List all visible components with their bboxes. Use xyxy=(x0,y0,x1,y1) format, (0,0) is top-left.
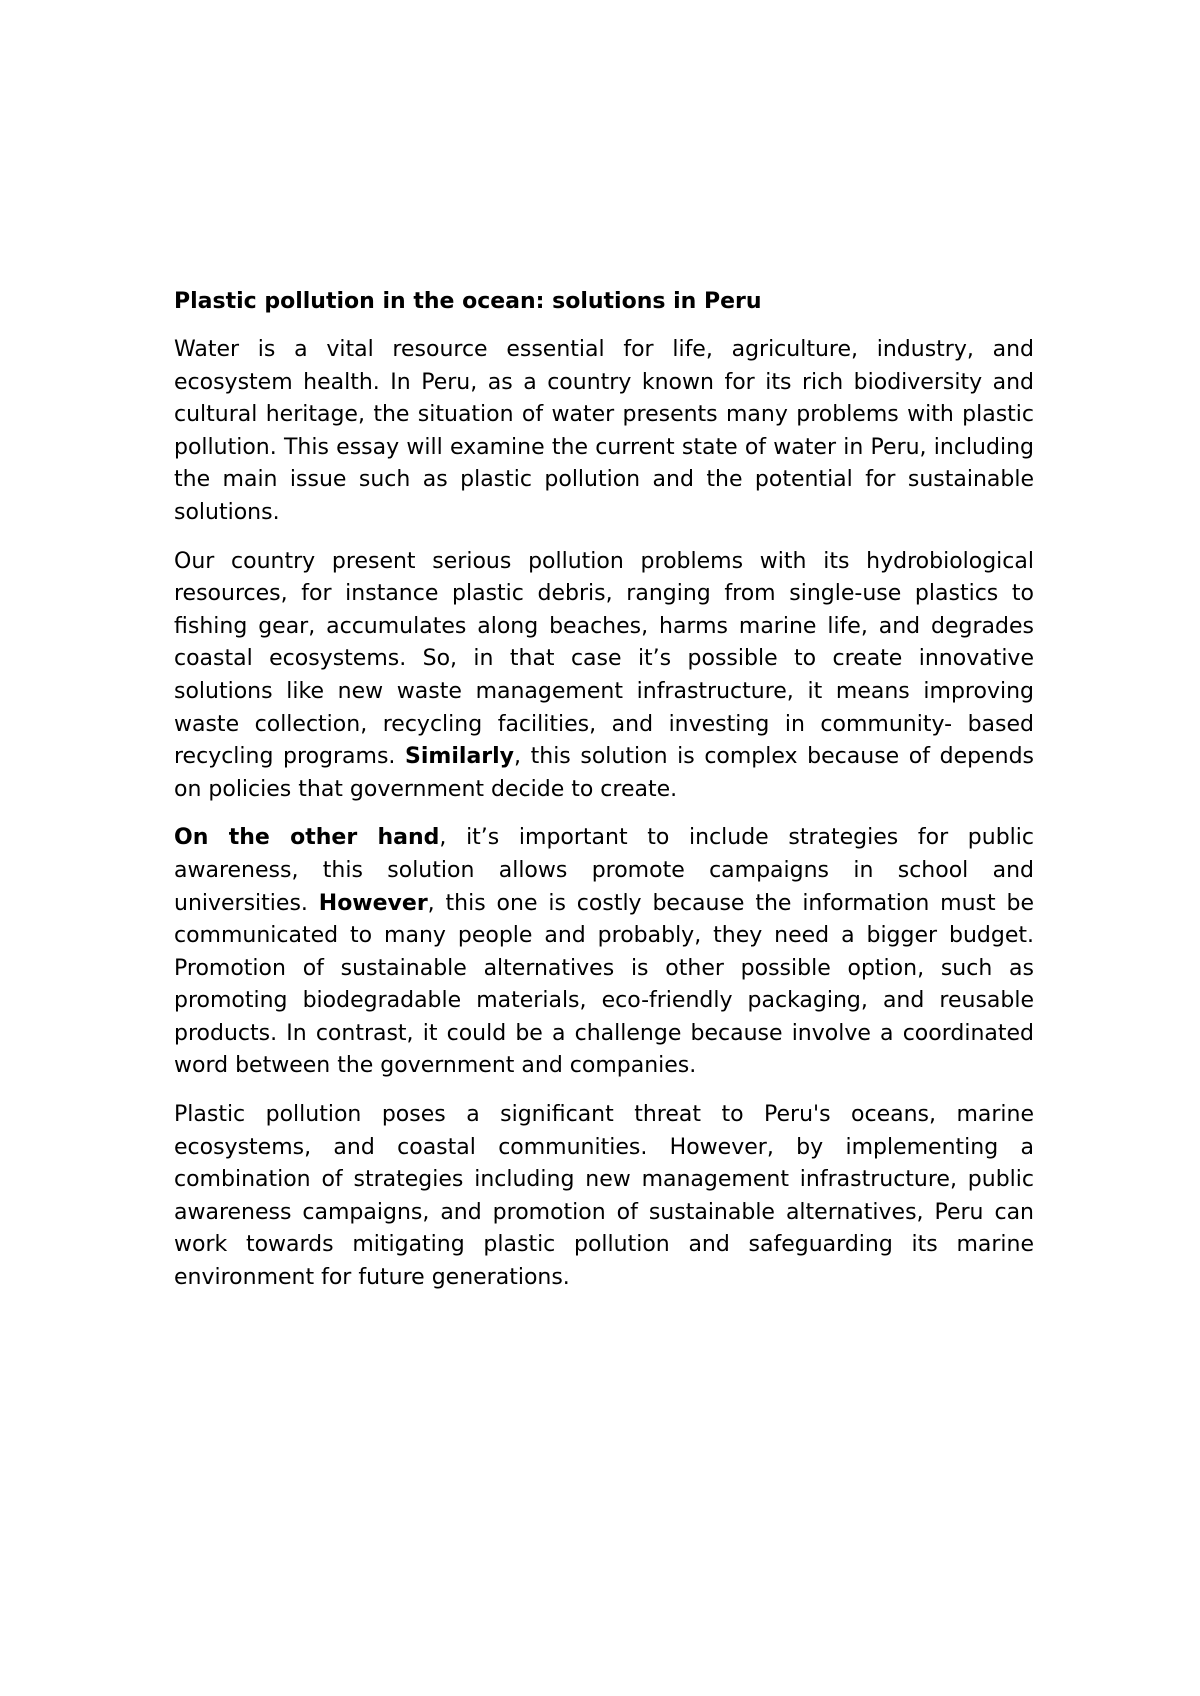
emphasis-similarly: Similarly xyxy=(405,744,515,770)
paragraph-text: , it’s important to include strategies for public awareness, this solution allows promote campaigns in school and universities. xyxy=(174,825,1034,916)
paragraph-text: , this solution is complex because of depends on policies that government decide to create. xyxy=(174,744,1034,802)
emphasis-however: However xyxy=(318,890,428,916)
paragraph-introduction: Water is a vital resource essential for life, agriculture, industry, and ecosystem health. In Peru, as a country known for its rich biodiversity and cultural heritage, the situation of water presents many problems with plastic pollution. This essay will examine the current state of water in Peru, including the main issue such as plastic pollution and the potential for sustainable solutions. xyxy=(174,337,1034,525)
paragraph-conclusion: Plastic pollution poses a significant threat to Peru's oceans, marine ecosystems, and coastal communities. However, by implementing a combination of strategies including new management infrastructure, public awareness campaigns, and promotion of sustainable alternatives, Peru can work towards mitigating plastic pollution and safeguarding its marine environment for future generations. xyxy=(174,1102,1034,1291)
emphasis-on-the-other-hand: On the other hand xyxy=(174,825,440,851)
paragraph-waste-management xyxy=(174,546,1034,807)
paragraph-text: Our country present serious pollution problems with its hydrobiological resources, for instance plastic debris, ranging from single-use plastics to fishing gear, accumulates along beaches, harms marine life, and degrades coastal ecosystems. So, in that case it’s possible to create innovative solutions like new waste management infrastructure, it means improving waste collection, recycling facilities, and investing in community- based recycling programs. xyxy=(174,548,1034,770)
essay-body xyxy=(174,286,1034,1311)
paragraph-public-awareness xyxy=(174,822,1034,1083)
essay-title: Plastic pollution in the ocean: solutions in Peru xyxy=(174,289,762,314)
paragraph-text: , this one is costly because the information must be communicated to many people and probably, they need a bigger budget. Promotion of sustainable alternatives is other possible option, such as promoting biodegradable materials, eco-friendly packaging, and reusable products. In contrast, it could be a challenge because involve a coordinated word between the government and companies. xyxy=(174,890,1034,1079)
